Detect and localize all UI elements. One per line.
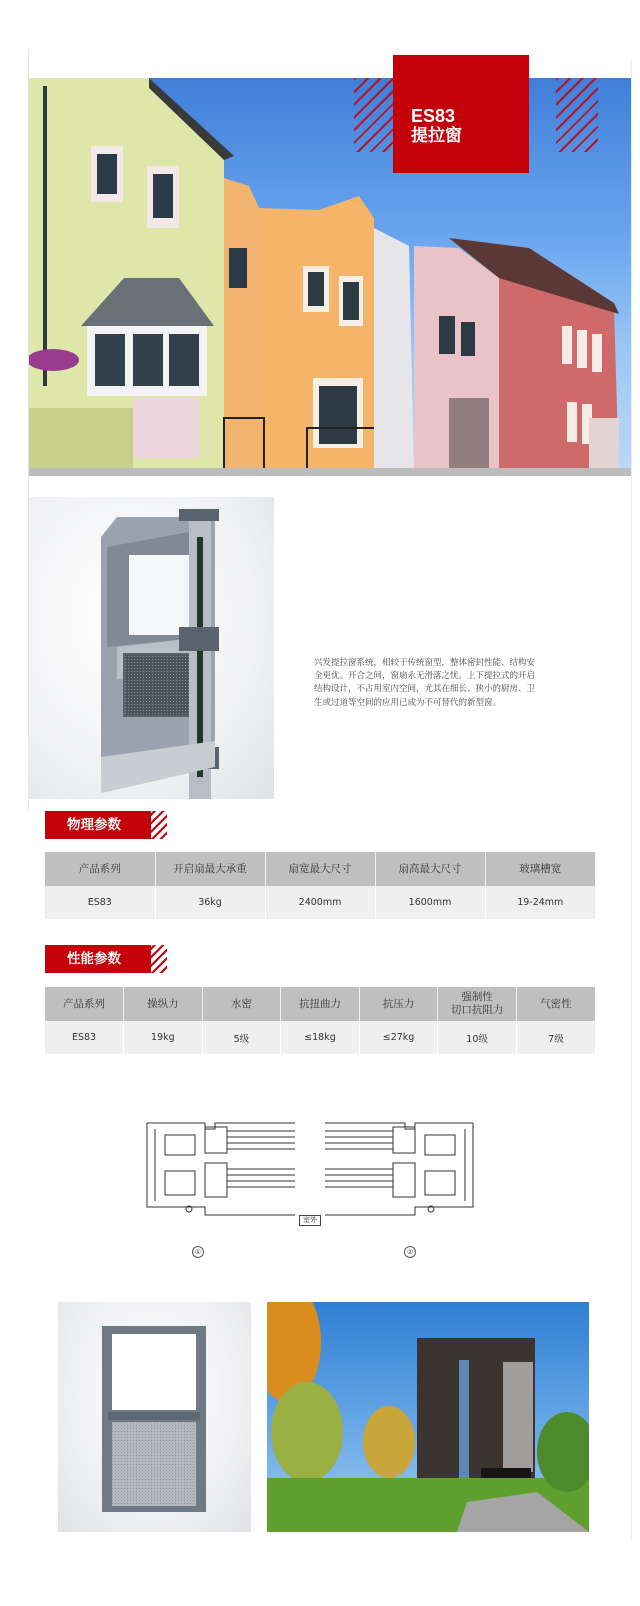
table-cell: 2400mm <box>265 886 375 919</box>
table-cell: 10级 <box>438 1021 517 1054</box>
decorative-stripes <box>556 78 598 152</box>
section-title: 物理参数 <box>45 811 151 839</box>
table-cell: ES83 <box>45 1021 124 1054</box>
physical-params-header <box>45 811 163 839</box>
product-model: ES83 <box>411 106 456 126</box>
page-guide-line <box>631 60 632 1540</box>
table-row <box>45 1021 595 1054</box>
table-cell: 1600mm <box>375 886 485 919</box>
building-photo <box>267 1302 589 1532</box>
decorative-stripes <box>145 811 167 839</box>
product-name: 提拉窗 <box>411 125 462 146</box>
product-badge <box>393 55 529 173</box>
product-description: 兴发提拉窗系统，相较于传统窗型，整体密封性能、结构安全更优。开合之间，窗扇永无滑落之忧。上下提拉式的开启结构设计，不占用室内空间，尤其在细长、狭小的厨房、卫生或过道等空间的应用已成为不可替代的新型窗。 <box>314 658 536 708</box>
table-header-cell: 开启扇最大承重 <box>155 852 265 886</box>
decorative-stripes <box>145 945 167 973</box>
table-header-cell: 玻璃槽宽 <box>485 852 595 886</box>
table-row <box>45 886 595 919</box>
marker-2: ② <box>404 1246 416 1258</box>
table-cell: 7级 <box>516 1021 595 1054</box>
table-header-cell: 气密性 <box>516 987 595 1021</box>
table-header-cell: 产品系列 <box>45 852 155 886</box>
hero-houses-photo <box>29 78 631 476</box>
sash-window-photo <box>58 1302 251 1532</box>
physical-params-table <box>45 852 595 919</box>
decorative-stripes <box>354 78 396 152</box>
performance-params-table <box>45 987 595 1054</box>
table-header-row <box>45 852 595 886</box>
table-header-cell: 抗扭曲力 <box>281 987 360 1021</box>
table-cell: ES83 <box>45 886 155 919</box>
table-cell: 36kg <box>155 886 265 919</box>
table-cell: ≤27kg <box>359 1021 438 1054</box>
table-header-cell: 强制性 切口抗阻力 <box>438 987 517 1021</box>
table-cell: 19kg <box>124 1021 203 1054</box>
performance-params-header <box>45 945 163 973</box>
table-header-row <box>45 987 595 1021</box>
window-profile-photo <box>29 497 274 799</box>
table-header-cell: 水密 <box>202 987 281 1021</box>
outside-label: 室外 <box>299 1215 321 1226</box>
section-title: 性能参数 <box>45 945 151 973</box>
marker-1: ① <box>192 1246 204 1258</box>
table-header-cell: 扇高最大尺寸 <box>375 852 485 886</box>
table-header-cell: 抗压力 <box>359 987 438 1021</box>
table-header-cell: 扇宽最大尺寸 <box>265 852 375 886</box>
table-cell: 19-24mm <box>485 886 595 919</box>
cross-section-drawing <box>145 1115 475 1230</box>
table-header-cell: 操纵力 <box>124 987 203 1021</box>
table-header-cell: 产品系列 <box>45 987 124 1021</box>
table-cell: ≤18kg <box>281 1021 360 1054</box>
table-cell: 5级 <box>202 1021 281 1054</box>
